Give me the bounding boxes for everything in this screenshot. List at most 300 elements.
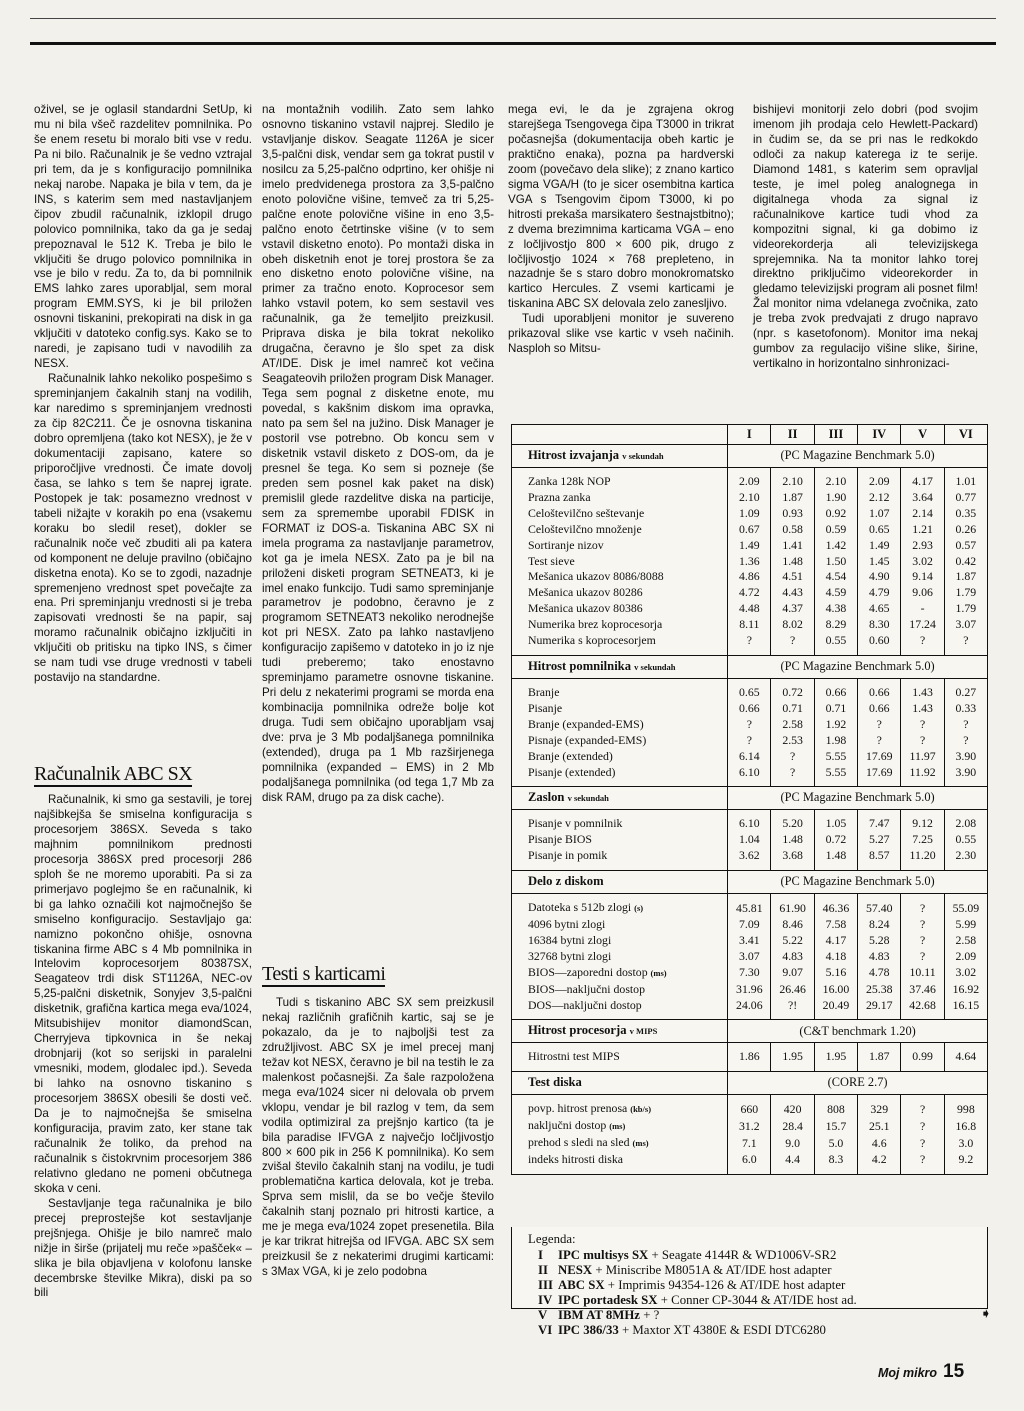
column-header: IV	[858, 425, 901, 445]
table-cell: ?	[771, 749, 814, 765]
table-cell: 3.07	[728, 949, 771, 965]
table-cell: ?	[944, 733, 987, 749]
row-label-text: BIOS—zaporedni dostop	[528, 964, 648, 979]
table-cell: 1.01	[944, 474, 987, 490]
spacer-cell	[512, 1168, 728, 1174]
row-label	[512, 949, 728, 965]
table-cell: ?	[901, 933, 944, 949]
table-cell: 0.33	[944, 701, 987, 717]
table-cell: 1.48	[771, 554, 814, 570]
table-cell: 2.53	[771, 733, 814, 749]
table-cell: 5.28	[858, 933, 901, 949]
row-label-text: povp. hitrost prenosa	[528, 1101, 628, 1116]
table-cell: 16.92	[944, 982, 987, 998]
table-cell: 4.48	[728, 601, 771, 617]
table-cell: 28.4	[771, 1118, 814, 1135]
table-cell: 0.57	[944, 538, 987, 554]
table-cell: 2.12	[858, 490, 901, 506]
table-cell: 3.07	[944, 617, 987, 633]
table-cell: 1.04	[728, 832, 771, 848]
row-label-text: Datoteka s 512b zlogi	[528, 900, 632, 915]
column-header: III	[814, 425, 857, 445]
benchmark-table	[511, 424, 988, 1175]
table-cell: 6.10	[728, 765, 771, 781]
row-label-text: Mešanica ukazov 8086/8088	[528, 569, 664, 584]
legend-details: + Maxtor XT 4380E & ESDI DTC6280	[618, 1323, 826, 1337]
legend-name: ABC SX	[558, 1278, 605, 1292]
table-cell: 1.21	[901, 522, 944, 538]
table-cell: 0.92	[814, 506, 857, 522]
table-row	[512, 522, 987, 538]
table-cell: ?	[944, 717, 987, 733]
row-label-text: Mešanica ukazov 80386	[528, 601, 643, 616]
column-2-bottom	[262, 996, 494, 1280]
table-cell: 6.0	[728, 1152, 771, 1168]
table-cell: 61.90	[771, 900, 814, 917]
table-cell: 4.51	[771, 569, 814, 585]
row-label	[512, 1152, 728, 1168]
table-cell: ?	[901, 633, 944, 649]
table-cell: 4.17	[901, 474, 944, 490]
table-cell: 4.43	[771, 585, 814, 601]
table-cell: 16.15	[944, 998, 987, 1014]
table-cell: 6.14	[728, 749, 771, 765]
table-cell: 5.16	[814, 965, 857, 982]
table-row	[512, 832, 987, 848]
table-cell: 420	[771, 1101, 814, 1118]
table-cell: ?	[901, 1101, 944, 1118]
section-header-row	[512, 1020, 987, 1043]
table-cell: 4.83	[771, 949, 814, 965]
page-footer	[878, 1361, 964, 1383]
row-label	[512, 474, 728, 490]
legend-name: IPC portadesk SX	[558, 1293, 658, 1307]
row-label-text: Pisnaje (expanded-EMS)	[528, 732, 647, 747]
table-cell: 1.07	[858, 506, 901, 522]
row-label	[512, 765, 728, 781]
table-cell: ?	[771, 765, 814, 781]
table-cell: 8.46	[771, 917, 814, 933]
spacer-cell	[901, 1168, 944, 1174]
table-cell: 1.43	[901, 701, 944, 717]
table-row	[512, 717, 987, 733]
table-cell: 9.12	[901, 816, 944, 832]
row-label-text: Pisanje	[528, 700, 563, 715]
table-cell: 1.98	[814, 733, 857, 749]
section-header-row	[512, 871, 987, 894]
spacer-cell	[814, 1168, 857, 1174]
row-label	[512, 965, 728, 982]
table-cell: 7.58	[814, 917, 857, 933]
row-label-text: Numerika s koprocesorjem	[528, 633, 656, 648]
table-row	[512, 900, 987, 917]
table-cell: ?	[901, 717, 944, 733]
table-cell: 0.67	[728, 522, 771, 538]
legend-number: IV	[538, 1293, 553, 1307]
table-cell: 1.95	[771, 1049, 814, 1065]
row-label-text: Test sieve	[528, 553, 575, 568]
row-label	[512, 585, 728, 601]
table-cell: 0.93	[771, 506, 814, 522]
row-label	[512, 701, 728, 717]
table-cell: 5.22	[771, 933, 814, 949]
page-number: 15	[943, 1361, 965, 1382]
section-title-text: Delo z diskom	[528, 874, 604, 889]
table-cell: 5.20	[771, 816, 814, 832]
row-label-text: Celoštevilčno seštevanje	[528, 505, 645, 520]
table-cell: 4.90	[858, 569, 901, 585]
table-cell: ?	[858, 717, 901, 733]
table-cell: 7.1	[728, 1135, 771, 1152]
table-row	[512, 733, 987, 749]
table-row	[512, 982, 987, 998]
table-row	[512, 1135, 987, 1152]
table-cell: ?	[728, 717, 771, 733]
spacer-cell	[771, 1168, 814, 1174]
legend-number: II	[538, 1263, 548, 1277]
table-cell: 9.06	[901, 585, 944, 601]
table-row	[512, 749, 987, 765]
table-cell: 16.00	[814, 982, 857, 998]
table-cell: 3.68	[771, 848, 814, 864]
table-cell: 1.36	[728, 554, 771, 570]
table-cell: 4.64	[944, 1049, 987, 1065]
section-heading-abc-sx: Računalnik ABC SX	[34, 763, 193, 785]
table-row	[512, 554, 987, 570]
table-cell: 4.65	[858, 601, 901, 617]
table-cell: 3.02	[944, 965, 987, 982]
table-row	[512, 601, 987, 617]
table-row	[512, 701, 987, 717]
section-title	[512, 1072, 728, 1095]
table-cell: ?!	[771, 998, 814, 1014]
table-cell: 0.27	[944, 685, 987, 701]
section-header-row	[512, 445, 987, 468]
section-title	[512, 787, 728, 810]
paragraph: mega evi, le da je zgrajena okrog starejšega Tsengovega čipa T3000 in trikrat počasnejša (dokumentacija obeh kartic je praktično enaka), pozna pa hardverski zoom (povečavo dela slike); z znano kartico sigma VGA/H (to je sicer osembitna kartica VGA s Tsengovim čipom T3000, ki po hitrosti prekaša marsikatero šestnajstbitno); z dvema brezimnima karticama VGA – eno z ločljivostjo 800 × 600 pik, drugo z ločljivostjo 1024 × 768 prepleteno, in nazadnje še s staro dobro monokromatsko kartico Hercules. Z vsemi karticami je tiskanina ABC SX delovala zelo zanesljivo.	[508, 103, 734, 311]
table-cell: 26.46	[771, 982, 814, 998]
table-cell: 17.69	[858, 765, 901, 781]
table-cell: ?	[858, 733, 901, 749]
table-cell: ?	[901, 917, 944, 933]
table-cell: 9.14	[901, 569, 944, 585]
legend-details: + ?	[640, 1308, 660, 1322]
table-cell: 1.87	[858, 1049, 901, 1065]
row-label-text: Prazna zanka	[528, 489, 591, 504]
section-source: (CORE 2.7)	[728, 1072, 987, 1095]
table-cell: 7.09	[728, 917, 771, 933]
table-cell: 998	[944, 1101, 987, 1118]
table-cell: 1.43	[901, 685, 944, 701]
table-cell: 2.08	[944, 816, 987, 832]
table-cell: 4.17	[814, 933, 857, 949]
table-cell: 8.30	[858, 617, 901, 633]
row-unit: (ms)	[609, 1121, 626, 1132]
table-cell: 42.68	[901, 998, 944, 1014]
table-cell: 31.2	[728, 1118, 771, 1135]
table-cell: 8.57	[858, 848, 901, 864]
table-cell: 1.90	[814, 490, 857, 506]
table-cell: 7.47	[858, 816, 901, 832]
table-cell: 15.7	[814, 1118, 857, 1135]
table-cell: 4.72	[728, 585, 771, 601]
section-header-row	[512, 1072, 987, 1095]
row-label	[512, 717, 728, 733]
table-cell: 1.49	[728, 538, 771, 554]
row-label	[512, 998, 728, 1014]
section-title	[512, 871, 728, 894]
legend-number: VI	[538, 1323, 553, 1337]
table-cell: 1.48	[814, 848, 857, 864]
paragraph: bishijevi monitorji zelo dobri (pod svojim imenom jih prodaja celo Hewlett-Packard) in čudim se, da se pri nas le redkokdo odloči za nakup katerega iz te serije. Diamond 1481, s katerim sem opravljal teste, je imel poleg analognega in digitalnega vhoda za signal iz računalnikove kartice tudi vhod za kompozitni signal, ki ga dobimo iz videorekorderja ali televizijskega sprejemnika. Na ta monitor lahko torej direktno priključimo videorekorder in gledamo televizijski program ali posnet film! Žal monitor nima vdelanega zvočnika, zato je treba zvok predvajati z drugo napravo (npr. s kasetofonom). Monitor ima nekaj gumbov za regulacijo višine slike, širine, vertikalno in horizontalno sinhronizaci-	[753, 103, 978, 371]
table-cell: 9.2	[944, 1152, 987, 1168]
table-cell: 0.66	[728, 701, 771, 717]
paragraph: Sestavljanje tega računalnika je bilo precej preprostejše kot sestavljanje prejšnjega. Ohišje je bilo namreč malo nižje in širše (prijatelj mu reče »pašček« – slika je bila objavljena v kolofonu lanske decembrske številke Mikra), diski pa so bili	[34, 1196, 252, 1300]
table-cell: 0.65	[858, 522, 901, 538]
table-cell: 0.71	[814, 701, 857, 717]
table-cell: 4.38	[814, 601, 857, 617]
table-row	[512, 474, 987, 490]
table-cell: 17.24	[901, 617, 944, 633]
section-unit: v sekundah	[622, 450, 664, 461]
row-label-text: Mešanica ukazov 80286	[528, 585, 643, 600]
table-cell: 3.62	[728, 848, 771, 864]
paragraph: Tudi s tiskanino ABC SX sem preizkusil nekaj različnih grafičnih kartic, saj se je pokazalo, da je to najboljši test za združljivost. ABC SX je imel precej manj težav kot NESX, čeravno je bil na testih le za malenkost počasnejši. Za šale razpoložena mega eva/1024 sicer ni delovala ob prvem vklopu, vendar je bil razlog v tem, da sem vodila optimiziral za prejšnjo kartico (ta je bila paradise IFVGA z največjo ločljivostjo 800 × 600 pik in 256 K pomnilnika). Ko sem zvišal število čakalnih stanj na vodilu, je tudi problematična kartica delovala, kot je treba. Sprva sem mislil, da se bo večje število čakalnih stanj poznalo pri hitrosti kartice, a me je mega eva/1024 zopet presenetila. Bila je kar trikrat hitrejša od IFVGA. ABC SX sem preizkusil še z nekaterimi drugimi karticami: s 3Max VGA, ki je zelo podobna	[262, 996, 494, 1279]
table-cell: 0.99	[901, 1049, 944, 1065]
table-cell: ?	[728, 633, 771, 649]
table-cell: 31.96	[728, 982, 771, 998]
table-cell: 4.86	[728, 569, 771, 585]
row-label-text: Celoštevilčno množenje	[528, 521, 642, 536]
legend-name: IPC multisys SX	[558, 1248, 649, 1262]
section-unit: v MIPS	[629, 1026, 658, 1037]
table-cell: 2.58	[771, 717, 814, 733]
table-cell: 3.41	[728, 933, 771, 949]
table-row	[512, 816, 987, 832]
section-header-row	[512, 787, 987, 810]
row-label	[512, 685, 728, 701]
section-source: (PC Magazine Benchmark 5.0)	[728, 655, 987, 678]
section-source: (C&T benchmark 1.20)	[728, 1020, 987, 1043]
table-cell: 1.95	[814, 1049, 857, 1065]
section-source: (PC Magazine Benchmark 5.0)	[728, 787, 987, 810]
header-blank	[512, 425, 728, 445]
row-label-text: Branje (extended)	[528, 748, 613, 763]
table-cell: 1.87	[771, 490, 814, 506]
row-label-text: Pisanje v pomnilnik	[528, 816, 623, 831]
table-cell: ?	[901, 949, 944, 965]
row-label	[512, 1118, 728, 1135]
section-source: (PC Magazine Benchmark 5.0)	[728, 871, 987, 894]
row-label	[512, 1049, 728, 1065]
legend-item	[512, 1248, 987, 1263]
table-cell: ?	[901, 1152, 944, 1168]
row-unit: (kb/s)	[630, 1104, 652, 1115]
row-label-text: BIOS—naključni dostop	[528, 981, 645, 996]
table-cell: 4.54	[814, 569, 857, 585]
row-label-text: indeks hitrosti diska	[528, 1152, 624, 1167]
column-1-bottom	[34, 793, 252, 1301]
table-cell: ?	[901, 1135, 944, 1152]
row-unit: (ms)	[650, 967, 667, 978]
legend-title: Legenda:	[528, 1232, 576, 1246]
table-cell: 0.72	[771, 685, 814, 701]
spacer-cell	[728, 1168, 771, 1174]
table-cell: 4.59	[814, 585, 857, 601]
row-label	[512, 538, 728, 554]
table-cell: 5.99	[944, 917, 987, 933]
row-label-text: 16384 bytni zlogi	[528, 932, 612, 947]
row-unit: (s)	[634, 903, 644, 914]
row-label-text: Branje	[528, 684, 560, 699]
spacer-row	[512, 1168, 987, 1174]
section-header-row	[512, 655, 987, 678]
table-row	[512, 965, 987, 982]
legend-name: NESX	[558, 1263, 593, 1277]
row-label	[512, 733, 728, 749]
table-cell: 20.49	[814, 998, 857, 1014]
table-cell: 1.86	[728, 1049, 771, 1065]
table-cell: 0.71	[771, 701, 814, 717]
table-cell: 4.78	[858, 965, 901, 982]
table-cell: 5.0	[814, 1135, 857, 1152]
table-row	[512, 1118, 987, 1135]
table-cell: 1.45	[858, 554, 901, 570]
table-cell: 55.09	[944, 900, 987, 917]
table-cell: 1.42	[814, 538, 857, 554]
table-cell: 0.55	[814, 633, 857, 649]
paragraph: Tudi uporabljeni monitor je suvereno prikazoval slike vse kartic v vseh načinih. Nasploh so Mitsu-	[508, 312, 734, 356]
section-unit: v sekundah	[634, 661, 676, 672]
table-cell: 10.11	[901, 965, 944, 982]
row-label	[512, 982, 728, 998]
row-label	[512, 617, 728, 633]
table-cell: 8.3	[814, 1152, 857, 1168]
spacer-cell	[858, 1168, 901, 1174]
table-cell: 0.65	[728, 685, 771, 701]
table-cell: 4.6	[858, 1135, 901, 1152]
table-cell: 1.87	[944, 569, 987, 585]
table-cell: 8.29	[814, 617, 857, 633]
row-label	[512, 522, 728, 538]
table-cell: 7.30	[728, 965, 771, 982]
table-cell: 660	[728, 1101, 771, 1118]
table-row	[512, 490, 987, 506]
table-cell: 0.66	[814, 685, 857, 701]
table-row	[512, 1049, 987, 1065]
row-label-text: 32768 bytni zlogi	[528, 948, 612, 963]
legend-details: + Miniscribe M8051A & AT/IDE host adapter	[592, 1263, 832, 1277]
table-cell: 2.10	[814, 474, 857, 490]
table-cell: 0.42	[944, 554, 987, 570]
table-cell: 3.0	[944, 1135, 987, 1152]
table-cell: 16.8	[944, 1118, 987, 1135]
table-cell: 4.18	[814, 949, 857, 965]
table-cell: 0.55	[944, 832, 987, 848]
table-cell: 1.48	[771, 832, 814, 848]
row-label	[512, 900, 728, 917]
table-cell: 29.17	[858, 998, 901, 1014]
row-label	[512, 917, 728, 933]
table-cell: 45.81	[728, 900, 771, 917]
table-cell: 9.07	[771, 965, 814, 982]
table-cell: 0.77	[944, 490, 987, 506]
legend-number: III	[538, 1278, 553, 1292]
column-1-top	[34, 103, 252, 686]
table-cell: 3.64	[901, 490, 944, 506]
table-cell: 5.55	[814, 749, 857, 765]
spacer-cell	[944, 1168, 987, 1174]
column-header: V	[901, 425, 944, 445]
table-row	[512, 685, 987, 701]
table-cell: 808	[814, 1101, 857, 1118]
table-row	[512, 848, 987, 864]
paragraph: na montažnih vodilih. Zato sem lahko osnovno tiskanino vstavil najprej. Sledilo je vstavljanje diskov. Seagate 1126A je sicer 3,5-palčni disk, vendar sem ga tokrat pustil v nosilcu za 5,25-palčno odprtino, ker ohišje ni imelo predvidenega prostora za 3,5-palčno enoto polovične višine, temveč za tri 5,25-palčne enote polovične višine in eno 3,5-palčno enoto četrtinske višine (v to sem vstavil disketno enoto). Po montaži diska in obeh disketnih enot je torej prostora še za eno disketno enoto polovične višine, na primer za tračno enoto. Koprocesor sem lahko vstavil potem, ko sem sestavil ves računalnik, ga že temeljito preizkusil. Pripravа diska je bila tokrat nekoliko drugačna, čeravno je šlo spet za disk AT/IDE. Disk je imel namreč kot večina Seagateovih priložen program Disk Manager. Tega sem pognal z disketne enote, mu povedal, s kakšnim diskom ima opravka, nato pa sem šel na južino. Disk Manager je postoril vse potrebno. Ob koncu sem v disketnik vstavil disketo z DOS-om, da je presnel še tega. Ko sem si pozneje (še preden sem posnel kak paket na disk) premislil glede razdelitve diska na particije, sem za spremembe uporabil FDISK in FORMAT iz DOS-a. Tiskanina ABC SX ni imela programa za nastavljanje parametrov, kot ga je imela NESX. Zato pa je bil na priloženi disketi program SETNEAT3, ki je imel enako funkcijo. Tudi samo spreminjanje parametrov je podobno, čeravno je z programom SETNEAT3 nekoliko nerodnejše kot pri NESX. Zato pa lahko nastavljeno konfiguracijo zapišemo v datoteko in jo iz nje tudi preberemo; tako enostavno spreminjamo parametre osnovne tiskanine. Pri delu z nekaterimi programi se morda ena kombinacija pomnilnika odreže bolje kot druga. Tudi sem običajno uporabljam vsaj dve: prva je 3 Mb podaljšanega pomnilnika (extended), druga pa 1 Mb razširjenega pomnilnika (expanded – EMS) in 2 Mb podaljšanega pomnilnika (od tega 1,7 Mb za disk RAM, drugo pa za disk cache).	[262, 103, 494, 804]
legend-name: IBM AT 8MHz	[558, 1308, 640, 1322]
row-label	[512, 832, 728, 848]
table-cell: 2.10	[728, 490, 771, 506]
table-cell: 2.58	[944, 933, 987, 949]
table-row	[512, 933, 987, 949]
legend-item	[512, 1308, 987, 1323]
table-row	[512, 998, 987, 1014]
row-label-text: Pisanje (extended)	[528, 764, 616, 779]
row-label-text: prehod s sledi na sled	[528, 1135, 630, 1150]
table-cell: 3.90	[944, 749, 987, 765]
table-cell: ?	[728, 733, 771, 749]
row-label-text: Sortiranje nizov	[528, 537, 604, 552]
legend-details: + Imprimis 94354-126 & AT/IDE host adapter	[604, 1278, 846, 1292]
table-cell: 4.2	[858, 1152, 901, 1168]
row-label	[512, 933, 728, 949]
table-cell: 2.10	[771, 474, 814, 490]
legend-number: I	[538, 1248, 543, 1262]
table-cell: 0.58	[771, 522, 814, 538]
section-title	[512, 655, 728, 678]
row-label	[512, 848, 728, 864]
section-title-text: Hitrost izvajanja	[528, 447, 620, 462]
column-header: VI	[944, 425, 987, 445]
section-title-text: Zaslon	[528, 789, 565, 804]
table-row	[512, 1101, 987, 1118]
section-title-text: Test diska	[528, 1075, 582, 1090]
row-label	[512, 554, 728, 570]
table-cell: 8.02	[771, 617, 814, 633]
legend-number: V	[538, 1308, 548, 1322]
row-label	[512, 601, 728, 617]
row-label-text: naključni dostop	[528, 1118, 607, 1133]
column-header-row	[512, 425, 987, 445]
legend-details: + Seagate 4144R & WD1006V-SR2	[648, 1248, 837, 1262]
section-title-text: Hitrost pomnilnika	[528, 658, 631, 673]
row-label-text: Hitrostni test MIPS	[528, 1049, 620, 1064]
table-cell: 4.4	[771, 1152, 814, 1168]
table-cell: 0.35	[944, 506, 987, 522]
table-cell: 0.59	[814, 522, 857, 538]
table-cell: 2.14	[901, 506, 944, 522]
row-label-text: Zanka 128k NOP	[528, 474, 611, 488]
column-header: II	[771, 425, 814, 445]
legend-details: + Conner CP-3044 & AT/IDE host ad.	[657, 1293, 857, 1307]
column-header: I	[728, 425, 771, 445]
table-legend	[511, 1227, 988, 1337]
top-thin-rule	[30, 18, 996, 19]
table-cell: 1.09	[728, 506, 771, 522]
table-row	[512, 569, 987, 585]
table-row	[512, 633, 987, 649]
table-cell: 2.30	[944, 848, 987, 864]
column-4	[753, 103, 978, 372]
